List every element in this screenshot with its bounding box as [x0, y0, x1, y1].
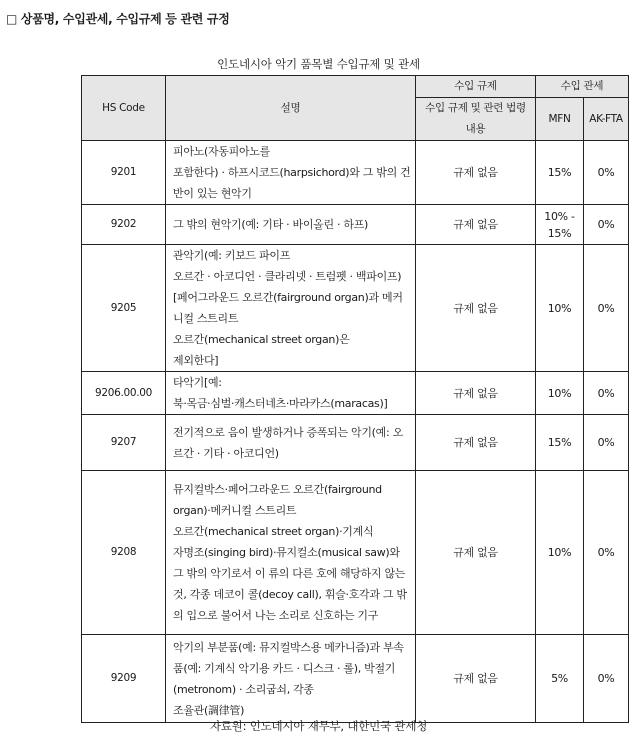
- header-description: 설명: [166, 76, 416, 141]
- akfta-cell: 0%: [584, 471, 629, 635]
- table-row: [82, 635, 629, 723]
- header-mfn: MFN: [536, 98, 584, 141]
- mfn-cell: 10% - 15%: [536, 205, 584, 245]
- mfn-cell: 15%: [536, 415, 584, 471]
- akfta-cell: 0%: [584, 635, 629, 723]
- akfta-cell: 0%: [584, 205, 629, 245]
- regulation-cell: 규제 없음: [416, 205, 536, 245]
- akfta-cell: 0%: [584, 245, 629, 372]
- mfn-cell: 10%: [536, 372, 584, 415]
- hs-code-cell: 9207: [82, 415, 166, 471]
- regulation-cell: 규제 없음: [416, 635, 536, 723]
- table-row: [82, 141, 629, 205]
- regulation-cell: 규제 없음: [416, 141, 536, 205]
- description-cell: 악기의 부분품(예: 뮤지컬박스용 메카니즘)과 부속품(예: 기계식 악기용 카드 · 디스크 · 롤), 박절기(metronom) · 소리굽쇠, 각종 조율관(調律管): [166, 635, 416, 723]
- regulation-cell: 규제 없음: [416, 415, 536, 471]
- header-import-tariff: 수입 관세: [536, 76, 629, 98]
- table-row: [82, 471, 629, 635]
- table-row: [82, 245, 629, 372]
- description-cell: 뮤지컬박스·페어그라운드 오르간(fairground organ)·메커니컬 스트리트 오르간(mechanical street organ)·기계식 자명조(singing bird)·뮤지컬소(musical saw)와 그 밖의 악기로서 이 류의 다른 호에 해당하지 않는 것, 각종 데코이 콜(decoy call), 휘슬·호각과 그 밖의 입으로 불어서 나는 소리로 신호하는 기구: [166, 471, 416, 635]
- akfta-cell: 0%: [584, 141, 629, 205]
- hs-code-cell: 9206.00.00: [82, 372, 166, 415]
- description-cell: 타악기[예: 북·목금·심벌·캐스터네츠·마라카스(maracas)]: [166, 372, 416, 415]
- mfn-cell: 10%: [536, 245, 584, 372]
- description-cell: 피아노(자동피아노를 포함한다) · 하프시코드(harpsichord)와 그 밖의 건반이 있는 현악기: [166, 141, 416, 205]
- header-akfta: AK-FTA: [584, 98, 629, 141]
- tariff-table: [81, 75, 629, 723]
- mfn-cell: 10%: [536, 471, 584, 635]
- hs-code-cell: 9205: [82, 245, 166, 372]
- header-import-regulation: 수입 규제: [416, 76, 536, 98]
- table-title: 인도네시아 악기 품목별 수입규제 및 관세: [217, 57, 420, 71]
- mfn-cell: 15%: [536, 141, 584, 205]
- regulation-cell: 규제 없음: [416, 471, 536, 635]
- akfta-cell: 0%: [584, 372, 629, 415]
- section-heading: □ 상품명, 수입관세, 수입규제 등 관련 규정: [6, 12, 230, 26]
- hs-code-cell: 9201: [82, 141, 166, 205]
- hs-code-cell: 9208: [82, 471, 166, 635]
- hs-code-cell: 9209: [82, 635, 166, 723]
- header-regulation-detail: 수입 규제 및 관련 법령 내용: [416, 98, 536, 141]
- regulation-cell: 규제 없음: [416, 245, 536, 372]
- description-cell: 관악기(예: 키보드 파이프 오르간 · 아코디언 · 클라리넷 · 트럼펫 · 백파이프) [페어그라운드 오르간(fairground organ)과 메커니컬 스트리트 오르간(mechanical street organ)은 제외한다]: [166, 245, 416, 372]
- regulation-cell: 규제 없음: [416, 372, 536, 415]
- mfn-cell: 5%: [536, 635, 584, 723]
- description-cell: 전기적으로 음이 발생하거나 증폭되는 악기(예: 오르간 · 기타 · 아코디언): [166, 415, 416, 471]
- description-cell: 그 밖의 현악기(예: 기타 · 바이올린 · 하프): [166, 205, 416, 245]
- table-row: [82, 372, 629, 415]
- akfta-cell: 0%: [584, 415, 629, 471]
- table-row: [82, 415, 629, 471]
- source-note: 자료원: 인도네시아 재무부, 대한민국 관세청: [209, 719, 428, 733]
- header-hs-code: HS Code: [82, 76, 166, 141]
- table-row: [82, 205, 629, 245]
- hs-code-cell: 9202: [82, 205, 166, 245]
